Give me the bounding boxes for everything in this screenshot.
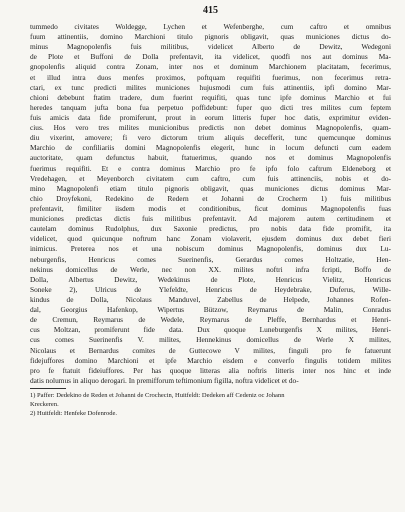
page-number: 415 <box>203 5 218 16</box>
footnote-line: 2) Huitfeldt: Henfeke Dofenrode. <box>30 409 117 417</box>
text-line: fuis amicis data fide promiferunt, prout in eorum litteris fuper hoc datis, exprimitur eviden- <box>30 112 391 122</box>
text-line: de Cremun, Reymarus de Wedele, Reymarus de Pleffe, Bernhardus et Henri- <box>30 315 391 325</box>
text-line: Soneke 2), Ulricus de Ylefeldte, Henricus de Heydebrake, Duferus, Wille- <box>30 284 391 294</box>
text-line: cius. Hos vero tres milites municionibus predictis non debet dominus Magnopolenfis, quam- <box>30 123 391 133</box>
text-line: inimicus. Preterea nos et una nobiscum dominus Magnopolenfis, dominus dux Lu- <box>30 244 391 254</box>
text-line: datis nolumus in aliquo derogari. In premifforum teftimonium figilla, noftra videlicet et do- <box>30 375 299 385</box>
text-line: chio Droyfekoni, Redekino de Redern et Johanni de Crocherm 1) fuis militibus <box>30 193 391 203</box>
text-line: cus comes Suerinenfis V. milites, Hennekinus domicellus de Werle X milites, <box>30 335 391 345</box>
text-line: gnopolenfis aliquid contra Zonam, inter nos et dominum Marchionem placitatam, fecerimus, <box>30 62 391 72</box>
text-line: Vredehagen, et Meyenborch civitatem cum caftro, cum fuis attinenciis, nobis et do- <box>30 173 391 183</box>
text-line: prefentavit, fimiliter iisdem modis et conditionibus, ficut dominus Magnopolenfis fuas <box>30 203 391 213</box>
text-line: dal, Georgius Hafenkop, Wipertus Bützow, Reymarus de Malin, Conradus <box>30 305 391 315</box>
text-line: pro fe ftatuit fideiuffores. Per has quoque litteras alia noftris litteris inter nos hinc et inde <box>30 365 391 375</box>
footnote-rule <box>30 388 66 389</box>
text-line: diu vixerint, amovere; fi vero dictorum trium aliquis decefferit, tunc quemcunque dominus <box>30 133 391 143</box>
text-line: minus Magnopolenfis fuis militibus, videlicet Alberto de Dewitz, Wedegoni <box>30 42 391 52</box>
text-line: de Plote et Buffoni de Dolla prefentavit, ita videlicet, quodfi nos aut dominus Ma- <box>30 52 391 62</box>
text-line: heredes tanquam jufta bona fua perpetuo poffidebunt: fuper quo dicti tres milites cum feptem <box>30 102 391 112</box>
text-line: fuerimus requifiti. Et e contra dominus Marchio pro fe ipfo folo caftrum Eldeneborg et <box>30 163 391 173</box>
text-line: Nicolaus et Bernardus comites de Guttecowe V milites, finguli pro fe fatuerunt <box>30 345 391 355</box>
text-line: tummedo civitates Woldegge, Lychen et Wefenberghe, cum caftro et omnibus <box>30 22 391 31</box>
text-line: nekinus domicellus de Werle, nec non XX. milites noftri infra fcripti, Boffo de <box>30 264 391 274</box>
footnotes <box>30 391 391 418</box>
text-line: fuum attinentiis, domino Marchioni titulo pignoris obligavit, quas municiones dictus do- <box>30 32 391 42</box>
text-line: Dolla, Albertus Dewitz, Wedekinus de Plote, Henricus Vielitz, Henricus <box>30 274 391 284</box>
text-line: fidejuffores domino Marchioni et ipfe Marchio eisdem e converfo fingulis totidem milites <box>30 355 391 365</box>
text-line: et illud intra duos menfes proximos, poftquam requifiti fuerimus, non fecerimus retra- <box>30 72 391 82</box>
text-line: chioni debebunt ftatim tradere, dum fuerint requifiti, quas tunc ipfe dominus Marchio et fui <box>30 92 391 102</box>
text-line: cus Moltzan, promiferunt fide data. Dux quoque Luneburgenfis X milites, Henri- <box>30 325 391 335</box>
text-line: cautelam dominus Rudolphus, dux Saxonie predictus, pro nobis data fide promifit, ita <box>30 224 391 234</box>
text-line: Marchio de confiliariis domini Magnopolenfis elegerit, hunc in locum defuncti cum eadem <box>30 143 391 153</box>
text-line: mino Magnopolenfi etiam titulo pignoris obligavit, quas municiones dictus dominus Mar- <box>30 183 391 193</box>
text-line: kindus de Dolla, Nicolaus Manduvel, Zabellus de Helpede, Johannes Rofen- <box>30 294 391 304</box>
text-line: municiones predictas dictis fuis militibus prefentavit. Ad majorem autem certitudinem et <box>30 214 391 224</box>
text-line: videlicet, quod quicunque noftrum hanc Zonam violaverit, ejusdem dominus dux debet fieri <box>30 234 391 244</box>
text-line: ctari, ex tunc predicti milites municiones hujusmodi cum fuis attinentiis, ipfi domino Mar- <box>30 82 391 92</box>
footnote-line: Kreckeren. <box>30 400 59 408</box>
footnote-line: 1) Paffer: Dedekino de Reden et Johanni de Crochecin, Huitfeldt: Dedeken aff Cedeniz oc Johann <box>30 391 285 399</box>
text-line: neburgenfis, Henricus comes Suerinenfis, Gerardus comes Holtzatie, Hen- <box>30 254 391 264</box>
text-line: auctoritate, quam defunctus habuit, ftatuerimus, quando nos et dominus Magnopolenfis <box>30 153 391 163</box>
body-text <box>30 22 391 386</box>
